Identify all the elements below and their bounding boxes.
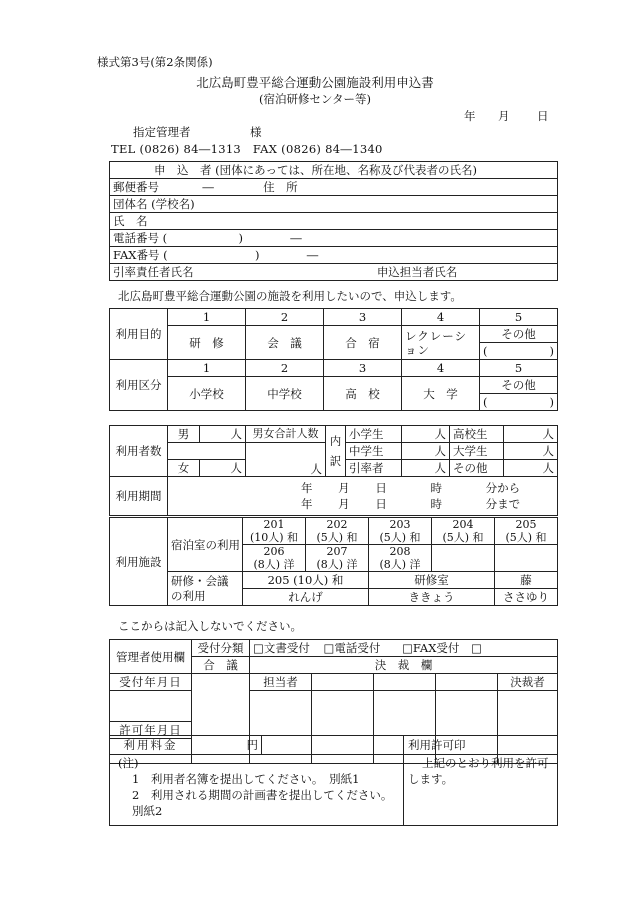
room-capacity: (5人) xyxy=(442,531,470,544)
room-number: 206 xyxy=(263,545,285,558)
period-fields[interactable] xyxy=(168,477,558,516)
name-label: 氏 名 xyxy=(113,214,148,228)
note-2: 2 利用される期間の計画書を提出してください。 xyxy=(132,788,393,802)
room-number: 204 xyxy=(452,518,474,531)
category-num: 5 xyxy=(480,360,558,377)
female-label: 女 xyxy=(168,460,200,477)
category-option[interactable]: 大 学 xyxy=(402,377,480,411)
applicant-table xyxy=(109,161,558,281)
contact-info: TEL (0826) 84―1313 FAX (0826) 84―1340 xyxy=(111,142,383,156)
leader-row[interactable] xyxy=(110,264,558,281)
room-number: 208 xyxy=(389,545,411,558)
room-cell-empty xyxy=(495,545,558,572)
room-type: 洋 xyxy=(283,558,295,571)
purpose-option[interactable]: レクレーション xyxy=(402,326,480,360)
phone-dash: ― xyxy=(290,231,302,245)
room-number: 201 xyxy=(263,518,285,531)
paren-close: ) xyxy=(549,344,554,358)
category-other-paren[interactable] xyxy=(480,394,558,411)
group-name-label: 団体名 (学校名) xyxy=(113,197,195,211)
category-option[interactable]: 高 校 xyxy=(324,377,402,411)
room-cell[interactable] xyxy=(495,518,558,545)
permit-seal-label: 利用許可印 xyxy=(404,736,558,755)
room-capacity: (8人) xyxy=(253,558,281,571)
from-month: 月 xyxy=(338,481,350,495)
decision-label: 決 裁 欄 xyxy=(250,657,558,674)
fee-label: 利用料金 xyxy=(110,736,192,755)
users-spacer xyxy=(168,443,246,460)
purpose-num: 5 xyxy=(480,309,558,326)
address-label: 住 所 xyxy=(263,180,298,194)
from-min: 分から xyxy=(485,481,521,495)
option-other[interactable]: □ xyxy=(471,641,482,655)
room-number: 205 xyxy=(515,518,537,531)
fee-table xyxy=(109,735,558,826)
form-subtitle: (宿泊研修センター等) xyxy=(258,92,371,106)
room-cell[interactable] xyxy=(432,518,495,545)
room-cell[interactable] xyxy=(306,545,369,572)
room-type: 洋 xyxy=(409,558,421,571)
admin-label: 管理者使用欄 xyxy=(110,640,192,674)
room-capacity: (8人) xyxy=(379,558,407,571)
room-type: 和 xyxy=(346,531,358,544)
type-count[interactable]: 人 xyxy=(402,426,450,443)
phone-row[interactable] xyxy=(110,230,558,247)
room-type: 和 xyxy=(535,531,547,544)
form-number: 様式第3号(第2条関係) xyxy=(97,55,213,69)
date-day: 日 xyxy=(537,109,549,123)
purpose-num: 2 xyxy=(246,309,324,326)
category-option[interactable]: 小学校 xyxy=(168,377,246,411)
room-capacity: (5人) xyxy=(379,531,407,544)
fee-spacer xyxy=(262,736,404,755)
fax-label: FAX番号 ( xyxy=(113,248,168,262)
room-capacity: (8人) xyxy=(316,558,344,571)
room-type: 洋 xyxy=(346,558,358,571)
received-date-label: 受付年月日 xyxy=(110,674,192,691)
sama-label: 様 xyxy=(250,125,262,139)
room-cell[interactable] xyxy=(369,518,432,545)
category-option[interactable]: その他 xyxy=(480,377,558,394)
permit-text-1: 上記のとおり利用を許可 xyxy=(422,756,549,770)
fee-field[interactable]: 円 xyxy=(192,736,262,755)
note-2b: 別紙2 xyxy=(132,804,163,818)
facilities-table xyxy=(109,517,558,606)
training-room[interactable]: ききょう xyxy=(369,589,495,606)
paren-open: ( xyxy=(483,344,488,358)
option-document[interactable]: □文書受付 xyxy=(253,641,310,655)
purpose-option[interactable]: 研 修 xyxy=(168,326,246,360)
council-label: 合 議 xyxy=(192,657,250,674)
room-cell[interactable] xyxy=(243,518,306,545)
room-number: 203 xyxy=(389,518,411,531)
category-num: 3 xyxy=(324,360,402,377)
category-option[interactable]: 中学校 xyxy=(246,377,324,411)
category-num: 1 xyxy=(168,360,246,377)
fax-close: ) xyxy=(254,248,260,262)
room-type: 和 xyxy=(409,531,421,544)
applicant-heading: 申 込 者 (団体にあっては、所在地、名称及び代表者の氏名) xyxy=(110,162,558,179)
to-min: 分まで xyxy=(485,497,521,511)
from-hour: 時 xyxy=(430,481,442,495)
room-cell-empty xyxy=(432,545,495,572)
type-label: その他 xyxy=(450,460,504,477)
period-table xyxy=(109,476,558,516)
type-label: 高校生 xyxy=(450,426,504,443)
training-room[interactable]: ささゆり xyxy=(495,589,558,606)
postal-dash: ― xyxy=(202,180,214,194)
option-phone[interactable]: □電話受付 xyxy=(323,641,381,655)
approved-date-label: 許可年月日 xyxy=(110,722,192,739)
users-table xyxy=(109,425,558,477)
group-name-row[interactable] xyxy=(110,196,558,213)
category-num: 2 xyxy=(246,360,324,377)
type-count[interactable]: 人 xyxy=(504,426,558,443)
purpose-other-paren[interactable] xyxy=(480,343,558,360)
room-type: 和 xyxy=(472,531,484,544)
users-label: 利用者数 xyxy=(110,426,168,477)
type-label: 中学生 xyxy=(346,443,402,460)
training-room[interactable]: 研修室 xyxy=(369,572,495,589)
total-label: 男女合計人数 xyxy=(246,426,326,443)
manager-label: 指定管理者 xyxy=(133,125,191,139)
room-cell[interactable] xyxy=(369,545,432,572)
postal-row[interactable] xyxy=(110,179,558,196)
training-room[interactable]: 藤 xyxy=(495,572,558,589)
contact-person-label: 申込担当者氏名 xyxy=(376,265,458,279)
receipt-options[interactable] xyxy=(250,640,558,657)
male-count[interactable]: 人 xyxy=(200,426,246,443)
notes-box xyxy=(110,755,404,826)
person-in-charge-label: 担当者 xyxy=(250,674,312,691)
seal-cell xyxy=(312,674,374,691)
type-count[interactable]: 人 xyxy=(504,460,558,477)
phone-label: 電話番号 ( xyxy=(113,231,168,245)
purpose-category-table xyxy=(109,308,558,411)
male-label: 男 xyxy=(168,426,200,443)
received-date-field[interactable] xyxy=(110,691,192,722)
name-row[interactable] xyxy=(110,213,558,230)
seal-cell xyxy=(436,674,498,691)
paren-close: ) xyxy=(549,395,554,409)
type-count[interactable]: 人 xyxy=(402,460,450,477)
receipt-class-label: 受付分類 xyxy=(192,640,250,657)
fax-dash: ― xyxy=(306,248,319,262)
type-label: 小学生 xyxy=(346,426,402,443)
room-capacity: (10人) xyxy=(249,531,284,544)
leader-label: 引率責任者氏名 xyxy=(113,265,194,279)
purpose-num: 4 xyxy=(402,309,480,326)
purpose-label: 利用目的 xyxy=(110,309,168,360)
room-type: 和 xyxy=(287,531,299,544)
training-room[interactable]: 205 (10人) 和 xyxy=(243,572,369,589)
room-capacity: (5人) xyxy=(505,531,533,544)
date-year: 年 xyxy=(464,109,476,123)
to-hour: 時 xyxy=(430,497,442,511)
no-fill-note: ここからは記入しないでください。 xyxy=(118,619,302,633)
from-year: 年 xyxy=(301,481,313,495)
room-capacity: (5人) xyxy=(316,531,344,544)
paren-open: ( xyxy=(483,395,488,409)
training-label: 研修・会議の利用 xyxy=(168,572,243,606)
female-count[interactable]: 人 xyxy=(200,460,246,477)
category-label: 利用区分 xyxy=(110,360,168,411)
to-year: 年 xyxy=(301,497,313,511)
purpose-option[interactable]: その他 xyxy=(480,326,558,343)
purpose-num: 1 xyxy=(168,309,246,326)
category-num: 4 xyxy=(402,360,480,377)
room-number: 207 xyxy=(326,545,348,558)
purpose-num: 3 xyxy=(324,309,402,326)
purpose-option[interactable]: 合 宿 xyxy=(324,326,402,360)
to-day: 日 xyxy=(375,497,387,511)
to-month: 月 xyxy=(338,497,350,511)
approver-label: 決裁者 xyxy=(498,674,558,691)
room-cell[interactable] xyxy=(306,518,369,545)
note-1: 1 利用者名簿を提出してください。 別紙1 xyxy=(132,772,360,786)
date-month: 月 xyxy=(498,109,510,123)
breakdown-label: 内訳 xyxy=(326,426,346,477)
type-label: 引率者 xyxy=(346,460,402,477)
permit-text-2: します。 xyxy=(408,772,454,786)
period-label: 利用期間 xyxy=(110,477,168,516)
statement: 北広島町豊平総合運動公園の施設を利用したいので、申込します。 xyxy=(118,289,462,303)
training-room[interactable]: れんげ xyxy=(243,589,369,606)
permit-box[interactable] xyxy=(404,755,558,826)
seal-cell xyxy=(374,674,436,691)
postal-label: 郵便番号 xyxy=(113,180,159,194)
lodging-label: 宿泊室の利用 xyxy=(168,518,243,572)
type-count[interactable]: 人 xyxy=(402,443,450,460)
option-fax[interactable]: □FAX受付 xyxy=(402,641,460,655)
total-count[interactable]: 人 xyxy=(246,443,326,477)
from-day: 日 xyxy=(375,481,387,495)
room-number: 202 xyxy=(326,518,348,531)
fax-row[interactable] xyxy=(110,247,558,264)
facilities-label: 利用施設 xyxy=(110,518,168,606)
type-count[interactable]: 人 xyxy=(504,443,558,460)
phone-close: ) xyxy=(238,231,243,245)
form-title: 北広島町豊平総合運動公園施設利用申込書 xyxy=(196,75,434,90)
purpose-option[interactable]: 会 議 xyxy=(246,326,324,360)
notes-title: (注) xyxy=(118,756,139,770)
type-label: 大学生 xyxy=(450,443,504,460)
room-cell[interactable] xyxy=(243,545,306,572)
